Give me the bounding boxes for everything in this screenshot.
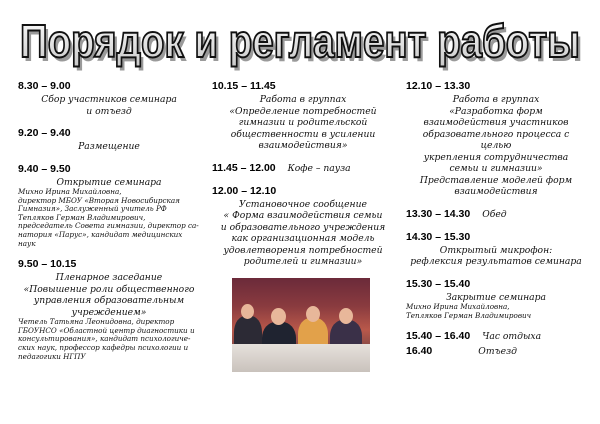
item-time: 12.00 – 12.10 xyxy=(212,184,277,197)
schedule-item xyxy=(406,208,586,221)
item-time: 8.30 – 9.00 xyxy=(18,80,71,92)
item-text: Работа в группах xyxy=(452,94,540,105)
item-text: взаимодействия» xyxy=(258,140,348,151)
schedule-item xyxy=(18,80,200,117)
item-text: общественности в усилении xyxy=(230,128,376,140)
item-time: 9.50 – 10.15 xyxy=(18,258,77,271)
item-text: управления образовательным xyxy=(33,295,185,307)
schedule-item xyxy=(406,278,586,321)
item-text: Кофе – пауза xyxy=(287,162,351,174)
schedule-item xyxy=(406,80,586,198)
item-time: 13.30 – 14.30 xyxy=(406,207,471,220)
schedule-item xyxy=(18,163,200,249)
speaker-text: консультирования», кандидат психологиче- xyxy=(18,334,191,344)
item-text: Работа в группах xyxy=(259,94,347,105)
schedule-item xyxy=(406,231,586,268)
item-text: и образовательного учреждения xyxy=(220,221,386,233)
item-text: Пленарное заседание xyxy=(55,272,163,284)
item-text: образовательного процесса с целью xyxy=(422,128,570,151)
item-time: 10.15 – 11.45 xyxy=(212,80,276,92)
photo-figure xyxy=(339,308,353,324)
item-time: 11.45 – 12.00 xyxy=(212,161,276,174)
photo-figure xyxy=(271,308,286,325)
speaker-text: ских наук, профессор кафедры психологии и xyxy=(18,342,189,352)
seminar-photo xyxy=(232,278,370,372)
item-text: взаимодействия участников xyxy=(423,117,569,128)
item-time: 9.40 – 9.50 xyxy=(18,162,71,175)
item-text: «Определение потребностей xyxy=(229,105,377,117)
schedule-item xyxy=(212,80,394,152)
item-text: « Форма взаимодействия семьи xyxy=(223,210,383,221)
item-time: 12.10 – 13.30 xyxy=(406,80,471,92)
page-title-graphic xyxy=(0,6,600,76)
item-text: Закрытие семинара xyxy=(445,291,547,303)
speaker-text: педагогики НГПУ xyxy=(18,351,86,361)
speaker-text: натория «Парус», кандидат медицинских наук xyxy=(18,229,183,248)
item-text: «Повышение роли общественного xyxy=(23,283,195,295)
schedule-column-1 xyxy=(18,80,200,371)
page-title: Порядок и регламент работы xyxy=(20,15,580,67)
speaker-text: Тепляков Герман Владимирович, xyxy=(18,212,146,222)
item-text: рефлексия результатов семинара xyxy=(410,256,582,267)
photo-figure xyxy=(306,306,320,322)
item-text: Сбор участников семинара xyxy=(41,94,177,105)
item-time: 14.30 – 15.30 xyxy=(406,230,471,243)
item-text: Обед xyxy=(482,208,507,220)
photo-table xyxy=(232,344,370,372)
item-time: 15.40 – 16.40 xyxy=(406,330,471,343)
schedule-item xyxy=(18,258,200,361)
schedule-item xyxy=(212,185,394,268)
speaker-text: Михно Ирина Михайловна, xyxy=(18,187,122,196)
item-time: 15.30 – 15.40 xyxy=(406,277,471,290)
item-text: учреждением» xyxy=(71,306,147,318)
schedule-item xyxy=(18,127,200,153)
page-title-banner xyxy=(0,6,600,76)
schedule-item xyxy=(406,345,586,358)
item-text: как организационная модель xyxy=(231,233,375,244)
item-text: Отъезд xyxy=(478,346,517,358)
item-text: родителей и гимназии» xyxy=(243,256,363,267)
speaker-text: ГБОУНСО «Областной центр диагностики и xyxy=(18,325,195,335)
page-title-shadow: Порядок и регламент работы xyxy=(23,19,583,71)
item-time: 16.40 xyxy=(406,345,433,358)
item-text: взаимодействия xyxy=(454,186,538,197)
item-text: удовлетворения потребностей xyxy=(223,244,383,256)
schedule-column-2 xyxy=(212,80,394,372)
item-text: гимназии и родительской xyxy=(238,117,368,128)
speaker-text: Гимназия», Заслуженный учитель РФ xyxy=(18,204,167,214)
item-text: укрепления сотрудничества xyxy=(423,151,569,163)
item-text: Открытие семинара xyxy=(56,176,162,188)
speaker-text: Четель Татьяна Леонидовна, директор xyxy=(18,317,175,327)
schedule-item xyxy=(212,162,394,175)
schedule-column-3 xyxy=(406,80,586,368)
speaker-text: директор МБОУ «Вторая Новосибирская xyxy=(18,195,180,205)
photo-figure xyxy=(241,304,254,319)
item-text: Размещение xyxy=(78,141,140,152)
item-text: Час отдыха xyxy=(482,331,542,343)
item-text: Открытый микрофон: xyxy=(439,244,553,256)
item-text: семьи и гимназии» xyxy=(449,163,543,174)
speaker-text: Михно Ирина Михайловна, xyxy=(406,302,510,311)
speaker-text: Тепляков Герман Владимирович xyxy=(406,310,532,320)
item-text: и отъезд xyxy=(86,105,132,117)
item-text: Представление моделей форм xyxy=(419,174,573,186)
item-text: «Разработка форм xyxy=(449,105,543,117)
item-text: Установочное сообщение xyxy=(239,198,367,210)
schedule-item xyxy=(406,330,586,343)
speaker-text: председатель Совета гимназии, директор са- xyxy=(18,221,199,231)
item-time: 9.20 – 9.40 xyxy=(18,127,71,139)
